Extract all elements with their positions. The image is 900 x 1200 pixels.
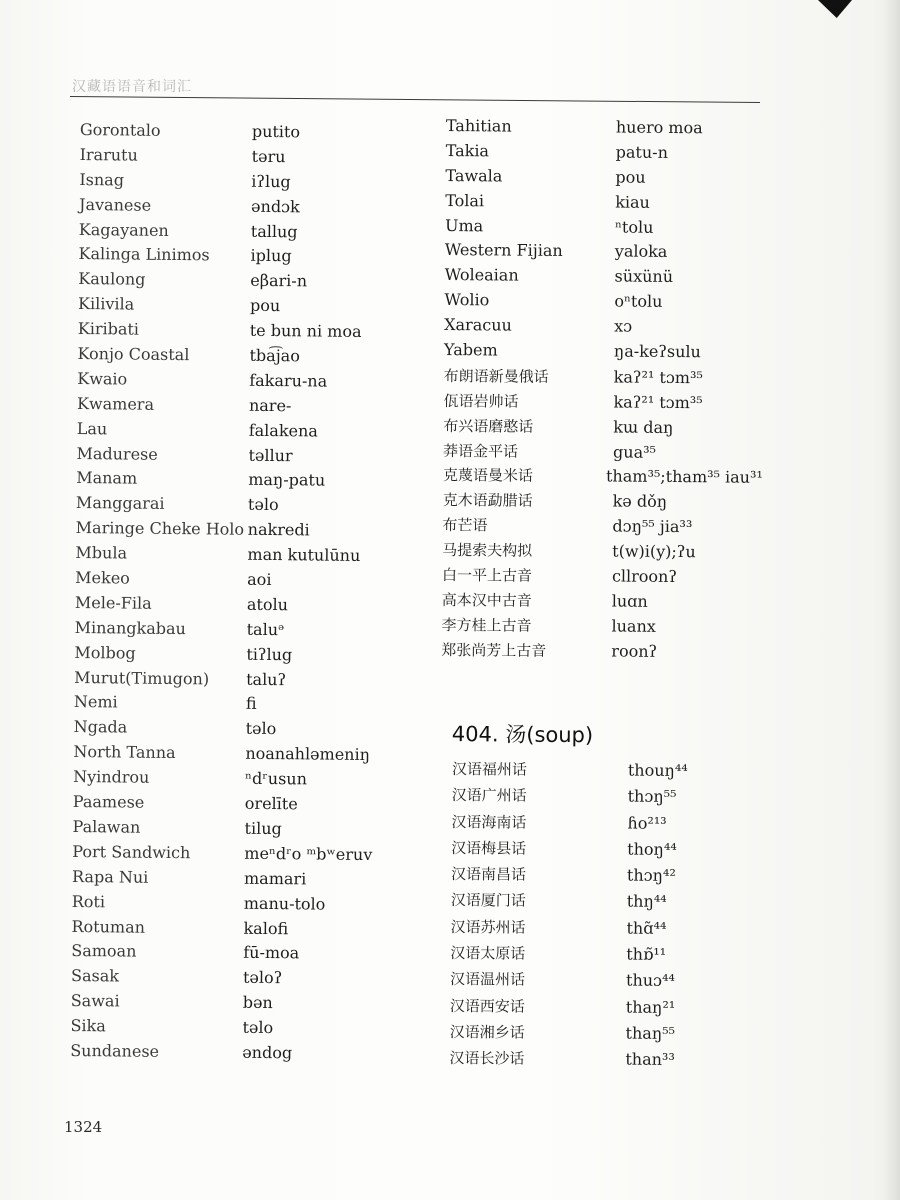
language-name: 汉语长沙话: [449, 1049, 525, 1068]
language-name: Molbog: [74, 642, 136, 663]
entry-row: [442, 564, 762, 592]
entry-row: [70, 1016, 430, 1045]
language-name: 汉语南昌话: [450, 865, 527, 884]
language-name: Konjo Coastal: [77, 344, 190, 365]
entry-row: [76, 468, 436, 497]
word-form: thɔŋ⁵⁵: [627, 786, 677, 807]
language-name: Mekeo: [75, 568, 130, 588]
language-name: Kagayanen: [78, 219, 169, 240]
word-form: gua³⁵: [612, 442, 657, 462]
running-head: 汉藏语语音和词汇: [72, 79, 192, 95]
entry-row: [442, 539, 762, 567]
word-form: tilug: [244, 818, 282, 839]
word-form: ɦo²¹³: [627, 813, 667, 833]
entry-row: [444, 315, 764, 343]
entry-row: [72, 842, 432, 871]
entry-row: [444, 290, 764, 318]
word-form: taluʔ: [246, 669, 287, 689]
language-name: Madurese: [76, 443, 158, 464]
entry-row: [451, 889, 771, 918]
entry-row: [78, 269, 438, 298]
word-form: roonʔ: [611, 641, 658, 661]
entry-row: [446, 141, 766, 169]
language-name: Nyindrou: [73, 767, 150, 787]
word-form: t(w)i(y);ʔu: [612, 541, 696, 562]
language-name: 布朗语新曼俄话: [443, 366, 549, 386]
language-name: Ngada: [73, 717, 128, 737]
entry-row: [445, 216, 765, 244]
word-form: te bun ni moa: [249, 320, 362, 342]
word-form: kalofi: [243, 918, 289, 938]
entry-row: [74, 668, 434, 697]
word-form: nakredi: [247, 520, 310, 540]
language-name: 布芒语: [442, 516, 488, 535]
language-name: 布兴语磨憨话: [443, 416, 534, 436]
language-name: Woleaian: [444, 265, 519, 285]
language-name: 汉语海南话: [451, 812, 527, 832]
language-name: 汉语太原话: [450, 944, 526, 963]
entry-row: [446, 116, 766, 144]
entry-row: [451, 811, 771, 840]
language-name: 汉语湘乡话: [449, 1022, 525, 1042]
word-form: kaʔ²¹ tɔm³⁵: [613, 367, 703, 388]
section-heading: [452, 718, 594, 749]
word-form: aoi: [247, 569, 272, 590]
language-name: 马提索夫构拟: [442, 541, 533, 560]
language-name: Kwamera: [76, 393, 155, 414]
entry-row: [76, 518, 436, 547]
language-name: 汉语梅县话: [451, 838, 527, 858]
language-name: Nemi: [73, 692, 118, 712]
entry-row: [73, 717, 433, 746]
language-name: Isnag: [79, 169, 125, 190]
word-form: manu-tolo: [243, 893, 326, 914]
entry-row: [73, 792, 433, 821]
entry-row: [71, 916, 431, 945]
entry-row: [71, 966, 431, 995]
entry-row: [443, 440, 763, 468]
language-name: 汉语福州话: [451, 759, 527, 779]
entry-row: [78, 294, 438, 323]
language-name: 李方桂上古音: [441, 615, 532, 635]
language-name: Kilivila: [77, 294, 135, 314]
word-form: təru: [251, 146, 286, 167]
language-name: Sika: [70, 1016, 106, 1036]
word-form: kə dǒŋ: [612, 491, 668, 512]
language-name: Manam: [76, 468, 138, 489]
page-edge-shadow: [884, 0, 900, 1200]
section-title: 汤(soup): [505, 722, 594, 748]
language-name: 郑张尚芳上古音: [441, 640, 547, 660]
word-form: təloʔ: [242, 968, 283, 988]
word-form: thŋ⁴⁴: [626, 892, 667, 912]
language-name: Tahitian: [445, 116, 512, 136]
entry-row: [442, 514, 762, 542]
word-form: təlo: [245, 719, 277, 739]
word-form: iʔlug: [251, 171, 291, 191]
language-name: 汉语厦门话: [450, 891, 526, 911]
language-name: Murut(Timugon): [74, 667, 210, 688]
page-number: 1324: [64, 1118, 103, 1136]
word-form: fakaru-na: [249, 370, 328, 391]
entry-row: [80, 120, 440, 149]
language-name: Sawai: [70, 991, 120, 1011]
language-name: 汉语温州话: [449, 970, 526, 990]
entry-row: [441, 639, 761, 667]
entry-row: [79, 170, 439, 199]
entry-row: [450, 942, 770, 971]
word-form: luanx: [611, 616, 656, 636]
entry-row: [74, 643, 434, 672]
language-name: Tawala: [445, 165, 503, 186]
entry-row: [450, 968, 770, 997]
entry-row: [450, 995, 770, 1024]
language-name: Wolio: [444, 290, 490, 310]
language-name: 汉语广州话: [451, 786, 527, 805]
entry-row: [444, 265, 764, 293]
word-form: eβari-n: [250, 271, 308, 291]
entry-row: [443, 489, 763, 517]
entry-row: [441, 614, 761, 642]
language-name: Paamese: [72, 792, 145, 812]
entry-row: [449, 1047, 769, 1076]
entry-row: [79, 220, 439, 249]
entry-row: [449, 1021, 769, 1050]
language-name: Javanese: [79, 194, 152, 215]
language-name: Kwaio: [77, 368, 128, 389]
language-name: Roti: [71, 891, 106, 911]
word-form: tallug: [250, 221, 298, 241]
soup-entries: [449, 758, 772, 1076]
header-rule: [70, 96, 760, 103]
language-name: Minangkabau: [74, 617, 186, 638]
word-form: təlo: [247, 495, 279, 515]
word-form: iplug: [250, 246, 292, 266]
word-form: patu-n: [615, 142, 669, 162]
word-form: thɒ̃¹¹: [626, 944, 667, 964]
language-name: Gorontalo: [79, 120, 161, 140]
word-form: thuɔ⁴⁴: [625, 970, 675, 991]
entry-row: [445, 191, 765, 219]
word-form: tiʔlug: [246, 644, 293, 664]
entry-row: [443, 464, 763, 492]
entry-row: [78, 244, 438, 273]
entry-row: [79, 145, 439, 174]
word-form: thoŋ⁴⁴: [627, 839, 677, 859]
left-column: [70, 120, 440, 1070]
page-corner-shadow: [818, 0, 852, 18]
word-form: ŋa-keʔsulu: [613, 341, 701, 362]
word-form: cllroonʔ: [611, 566, 678, 587]
language-name: North Tanna: [73, 742, 176, 763]
word-form: tba͡jao: [249, 345, 300, 366]
word-form: thɔŋ⁴²: [626, 865, 676, 886]
entry-row: [77, 419, 437, 448]
word-form: fū-moa: [243, 943, 300, 963]
word-form: kiau: [615, 192, 650, 212]
entry-row: [452, 784, 772, 813]
entry-row: [75, 568, 435, 597]
language-name: Kalinga Linimos: [78, 244, 210, 265]
entry-row: [450, 916, 770, 945]
entry-row: [445, 166, 765, 194]
word-form: thɑ̃⁴⁴: [626, 918, 667, 938]
language-name: 汉语苏州话: [450, 917, 526, 937]
word-form: thaŋ²¹: [625, 997, 676, 1017]
word-form: noanahləmeniŋ: [245, 744, 371, 765]
word-form: man kutulūnu: [247, 544, 361, 566]
word-form: təllur: [248, 445, 293, 465]
word-form: təlo: [242, 1017, 274, 1038]
language-name: Takia: [445, 140, 490, 161]
entry-row: [445, 240, 765, 268]
word-form: əndɔk: [251, 196, 300, 216]
word-form: ⁿdʳusun: [245, 768, 308, 789]
entry-row: [72, 867, 432, 896]
entry-row: [71, 991, 431, 1020]
entry-row: [77, 369, 437, 398]
word-form: maŋ-patu: [248, 470, 326, 491]
entry-row: [72, 892, 432, 921]
language-name: 克蔑语曼米话: [442, 466, 533, 486]
entry-row: [75, 543, 435, 572]
language-name: Samoan: [71, 941, 137, 962]
language-name: Yabem: [443, 340, 498, 360]
language-name: Rapa Nui: [71, 866, 149, 887]
word-form: orelīte: [244, 793, 298, 814]
word-form: meⁿdʳo ᵐbʷeruv: [244, 843, 373, 864]
word-form: pou: [615, 167, 646, 187]
entry-row: [72, 817, 432, 846]
language-name: Kiribati: [77, 319, 140, 339]
language-name: Port Sandwich: [72, 841, 191, 863]
language-name: Uma: [444, 215, 484, 235]
word-form: fi: [245, 694, 257, 714]
entry-row: [73, 742, 433, 771]
entry-row: [73, 767, 433, 796]
word-form: mamari: [243, 868, 307, 889]
entry-row: [452, 758, 772, 787]
language-name: Kaulong: [78, 269, 146, 290]
entry-row: [451, 837, 771, 866]
word-form: dɔŋ⁵⁵ jia³³: [612, 516, 693, 537]
word-form: thouŋ⁴⁴: [627, 760, 688, 781]
language-name: Tolai: [445, 190, 485, 211]
entry-row: [451, 863, 771, 892]
word-form: putito: [251, 121, 301, 142]
language-name: Sasak: [70, 966, 120, 986]
entry-row: [74, 692, 434, 721]
section-number: 404.: [451, 721, 499, 747]
entry-row: [76, 444, 436, 473]
entry-row: [78, 319, 438, 348]
word-form: kaʔ²¹ tɔm³⁵: [613, 392, 703, 413]
language-name: Maringe Cheke Holo: [75, 518, 245, 539]
word-form: xɔ: [614, 316, 633, 336]
language-name: 莽语金平话: [443, 441, 519, 461]
entry-row: [444, 340, 764, 368]
word-form: thaŋ⁵⁵: [625, 1023, 676, 1043]
entry-row: [75, 618, 435, 647]
language-name: Palawan: [72, 816, 141, 837]
language-name: 白一平上古音: [441, 566, 533, 585]
entry-row: [442, 589, 762, 617]
language-name: Mele-Fila: [74, 592, 152, 613]
language-name: 克木语勐腊话: [442, 491, 533, 511]
language-name: Western Fijian: [444, 240, 563, 261]
word-form: yaloka: [614, 241, 668, 262]
word-form: süxünü: [614, 266, 674, 287]
entry-row: [79, 195, 439, 224]
word-form: taluᵊ: [246, 619, 285, 639]
language-name: 佤语岩帅话: [443, 391, 519, 411]
language-name: Xaracuu: [444, 315, 512, 335]
language-name: 高本汉中古音: [441, 590, 532, 610]
entry-row: [77, 394, 437, 423]
entry-row: [75, 593, 435, 622]
word-form: kɯ daŋ: [613, 417, 674, 437]
word-form: oⁿtolu: [614, 291, 663, 312]
word-form: huero moa: [615, 117, 703, 138]
word-form: luɑn: [611, 591, 648, 611]
word-form: than³³: [625, 1049, 675, 1070]
entry-row: [443, 415, 763, 443]
language-name: Lau: [76, 418, 108, 438]
word-form: falakena: [248, 420, 318, 441]
entry-row: [76, 493, 436, 522]
word-form: nare-: [248, 395, 292, 416]
language-name: Manggarai: [75, 493, 165, 514]
language-name: Irarutu: [79, 144, 138, 165]
word-form: bən: [242, 992, 273, 1013]
word-form: əndog: [242, 1042, 293, 1063]
language-name: Mbula: [75, 543, 128, 563]
word-form: ⁿtolu: [614, 217, 654, 237]
entry-row: [70, 1041, 430, 1070]
word-form: pou: [249, 296, 281, 316]
language-name: 汉语西安话: [449, 996, 525, 1016]
language-name: Rotuman: [71, 916, 146, 937]
entry-row: [77, 344, 437, 373]
entry-row: [443, 390, 763, 418]
language-name: Sundanese: [70, 1040, 160, 1061]
right-column: [441, 116, 766, 666]
word-form: atolu: [246, 594, 289, 615]
entry-row: [71, 941, 431, 970]
entry-row: [444, 365, 764, 393]
word-form: tham³⁵;tham³⁵ iau³¹: [605, 466, 763, 488]
